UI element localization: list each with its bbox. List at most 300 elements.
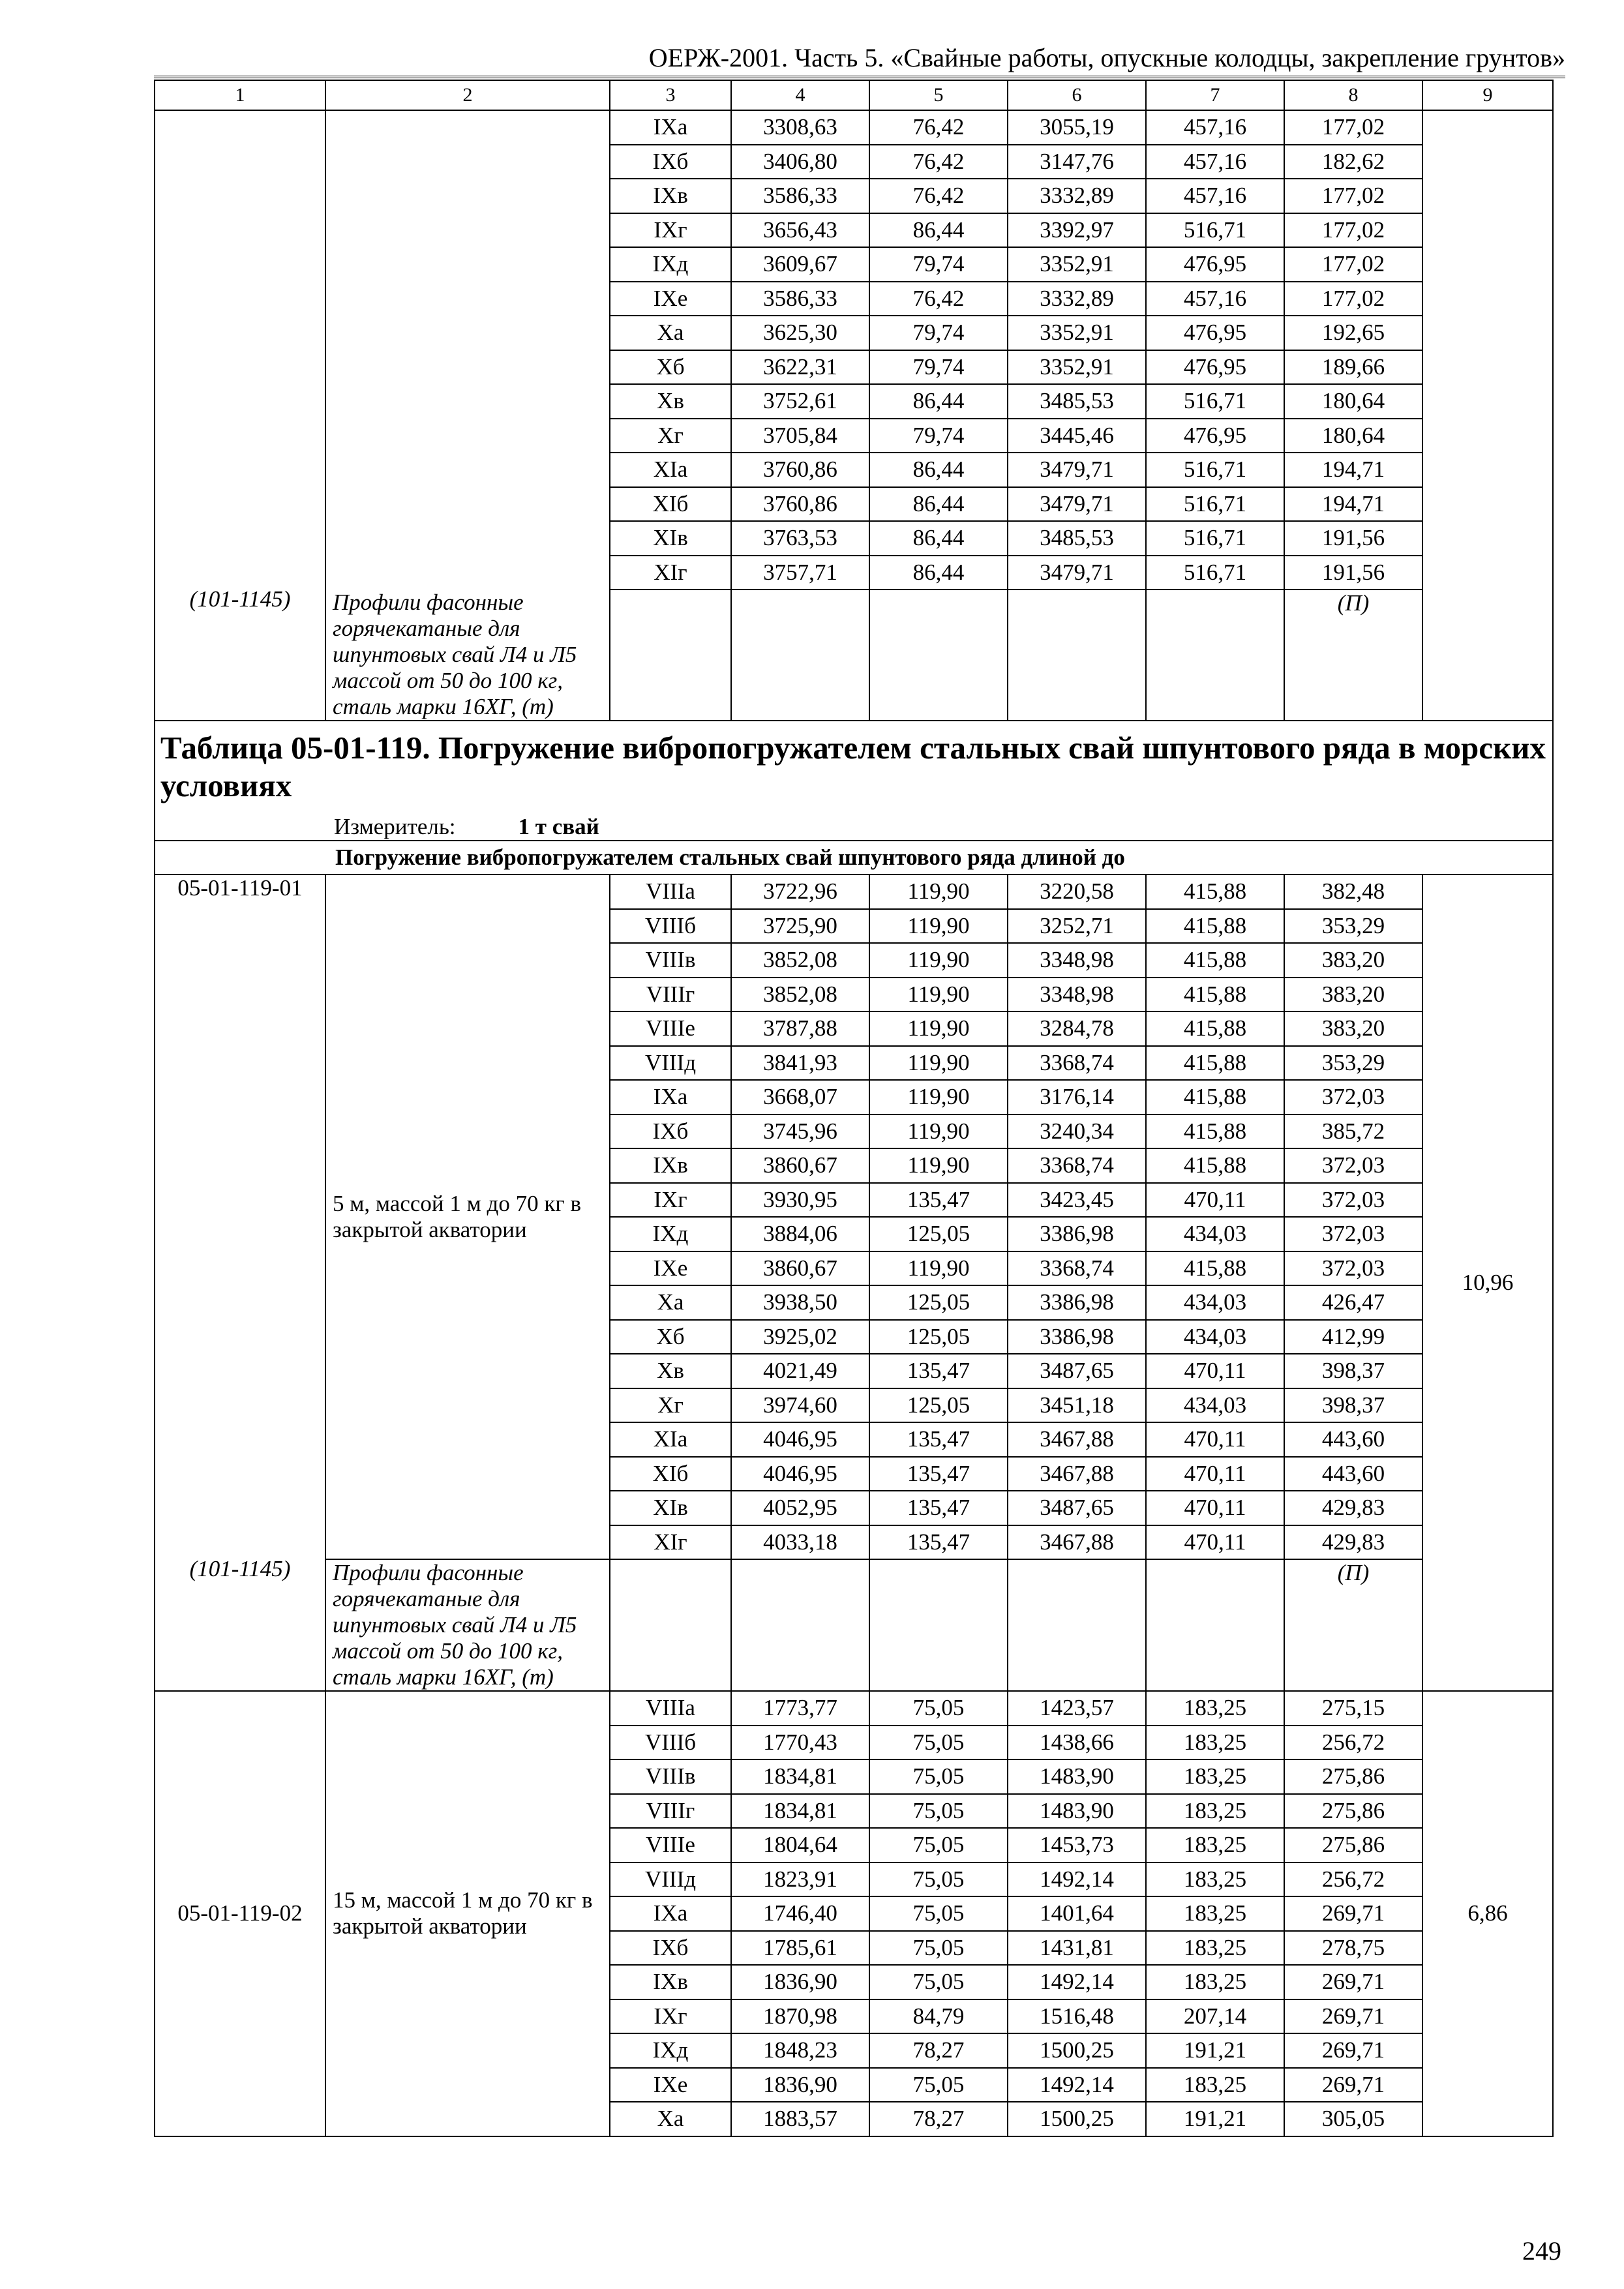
value-cell: 415,88 (1146, 1080, 1284, 1115)
value-cell: 3925,02 (731, 1320, 869, 1354)
value-cell: 3055,19 (1008, 110, 1146, 145)
value-cell: 372,03 (1284, 1080, 1422, 1115)
value-cell: 119,90 (869, 1080, 1008, 1115)
value-cell: 516,71 (1146, 384, 1284, 419)
empty-cell (1008, 1559, 1146, 1691)
resource-group-cell: IXд (610, 247, 731, 282)
empty-cell (1146, 590, 1284, 721)
resource-group-cell: XIа (610, 453, 731, 487)
value-cell: 135,47 (869, 1422, 1008, 1457)
value-cell: 1492,14 (1008, 2068, 1146, 2102)
value-cell: 3445,46 (1008, 419, 1146, 453)
resource-group-cell: IXг (610, 213, 731, 248)
value-cell: 269,71 (1284, 2068, 1422, 2102)
value-cell: 353,29 (1284, 909, 1422, 944)
value-cell: 75,05 (869, 1896, 1008, 1931)
resource-group-cell: VIIIб (610, 909, 731, 944)
value-cell: 269,71 (1284, 1896, 1422, 1931)
value-cell: 1453,73 (1008, 1828, 1146, 1863)
value-cell: 3332,89 (1008, 282, 1146, 316)
column-header: 4 (731, 80, 869, 110)
value-cell: 3368,74 (1008, 1046, 1146, 1081)
empty-cell (731, 1559, 869, 1691)
value-cell: 256,72 (1284, 1863, 1422, 1897)
resource-group-cell: VIIIг (610, 978, 731, 1012)
value-cell: 415,88 (1146, 1148, 1284, 1183)
column-header: 3 (610, 80, 731, 110)
note-text: Профили фасонные горячекатаные для шпунтовых свай Л4 и Л5 массой от 50 до 100 кг, сталь марки 16ХГ, (т) (325, 1559, 610, 1691)
note-row (155, 1559, 1553, 1691)
value-cell: 382,48 (1284, 875, 1422, 909)
value-cell: 79,74 (869, 419, 1008, 453)
resource-group-cell: VIIIа (610, 1691, 731, 1726)
value-cell: 1836,90 (731, 1965, 869, 1999)
value-cell: 3974,60 (731, 1388, 869, 1423)
value-cell: 516,71 (1146, 453, 1284, 487)
value-cell: 4052,95 (731, 1491, 869, 1525)
note-text: Профили фасонные горячекатаные для шпунтовых свай Л4 и Л5 массой от 50 до 100 кг, сталь марки 16ХГ, (т) (325, 590, 610, 721)
value-cell: 4033,18 (731, 1525, 869, 1560)
value-cell: 3656,43 (731, 213, 869, 248)
value-cell: 119,90 (869, 1148, 1008, 1183)
value-cell: 180,64 (1284, 419, 1422, 453)
value-cell: 3176,14 (1008, 1080, 1146, 1115)
value-cell: 3485,53 (1008, 521, 1146, 556)
value-cell: 76,42 (869, 179, 1008, 213)
value-cell: 443,60 (1284, 1457, 1422, 1491)
row-code: 05-01-119-02 (155, 1691, 325, 2136)
value-cell: 1785,61 (731, 1931, 869, 1966)
value-cell: 177,02 (1284, 213, 1422, 248)
value-cell: 457,16 (1146, 179, 1284, 213)
value-cell: 78,27 (869, 2033, 1008, 2068)
value-cell: 275,86 (1284, 1759, 1422, 1794)
column-header: 2 (325, 80, 610, 110)
row-code: 05-01-119-01 (177, 875, 303, 901)
section-title: Погружение вибропогружателем стальных свай шпунтового ряда длиной до (155, 841, 1553, 875)
value-cell: 476,95 (1146, 419, 1284, 453)
value-cell: 177,02 (1284, 282, 1422, 316)
value-cell: 1492,14 (1008, 1965, 1146, 1999)
value-cell: 426,47 (1284, 1285, 1422, 1320)
resource-group-cell: Xв (610, 1354, 731, 1388)
value-cell: 119,90 (869, 875, 1008, 909)
value-cell: 415,88 (1146, 875, 1284, 909)
value-cell: 135,47 (869, 1491, 1008, 1525)
value-cell: 3884,06 (731, 1217, 869, 1251)
value-cell: 1500,25 (1008, 2033, 1146, 2068)
resource-group-cell: VIIIд (610, 1046, 731, 1081)
value-cell: 3406,80 (731, 145, 869, 179)
col9-value: 10,96 (1422, 875, 1553, 1691)
value-cell: 1834,81 (731, 1794, 869, 1829)
value-cell: 516,71 (1146, 487, 1284, 522)
value-cell: 415,88 (1146, 943, 1284, 978)
value-cell: 3352,91 (1008, 247, 1146, 282)
value-cell: 3860,67 (731, 1148, 869, 1183)
value-cell: 135,47 (869, 1354, 1008, 1388)
value-cell: 177,02 (1284, 179, 1422, 213)
value-cell: 182,62 (1284, 145, 1422, 179)
value-cell: 372,03 (1284, 1251, 1422, 1286)
resource-group-cell: Xа (610, 2102, 731, 2136)
column-header: 8 (1284, 80, 1422, 110)
col9-cell (1422, 110, 1553, 721)
resource-group-cell: IXв (610, 1148, 731, 1183)
page-number: 249 (1522, 2236, 1561, 2266)
value-cell: 78,27 (869, 2102, 1008, 2136)
value-cell: 372,03 (1284, 1217, 1422, 1251)
empty-cell (869, 590, 1008, 721)
value-cell: 76,42 (869, 145, 1008, 179)
value-cell: 191,56 (1284, 556, 1422, 590)
resource-group-cell: Xб (610, 1320, 731, 1354)
value-cell: 3763,53 (731, 521, 869, 556)
value-cell: 429,83 (1284, 1525, 1422, 1560)
resource-group-cell: IXв (610, 1965, 731, 1999)
value-cell: 76,42 (869, 110, 1008, 145)
value-cell: 443,60 (1284, 1422, 1422, 1457)
value-cell: 86,44 (869, 521, 1008, 556)
empty-cell (610, 1559, 731, 1691)
value-cell: 119,90 (869, 1251, 1008, 1286)
value-cell: 3586,33 (731, 282, 869, 316)
note-unit: (П) (1284, 590, 1422, 721)
value-cell: 3352,91 (1008, 316, 1146, 350)
value-cell: 516,71 (1146, 556, 1284, 590)
value-cell: 1483,90 (1008, 1759, 1146, 1794)
value-cell: 75,05 (869, 1691, 1008, 1726)
empty-cell (1146, 1559, 1284, 1691)
note-code: (101-1145) (189, 1556, 291, 1581)
value-cell: 3352,91 (1008, 350, 1146, 385)
table-row (155, 110, 1553, 145)
empty-cell (731, 590, 869, 721)
value-cell: 3609,67 (731, 247, 869, 282)
value-cell: 86,44 (869, 556, 1008, 590)
value-cell: 353,29 (1284, 1046, 1422, 1081)
measure-line (160, 814, 1546, 840)
value-cell: 1804,64 (731, 1828, 869, 1863)
resource-group-cell: IXа (610, 1896, 731, 1931)
col9-value: 6,86 (1422, 1691, 1553, 2136)
value-cell: 135,47 (869, 1525, 1008, 1560)
value-cell: 183,25 (1146, 1691, 1284, 1726)
value-cell: 457,16 (1146, 145, 1284, 179)
value-cell: 75,05 (869, 1863, 1008, 1897)
value-cell: 275,86 (1284, 1828, 1422, 1863)
name-cell (325, 110, 610, 590)
value-cell: 3625,30 (731, 316, 869, 350)
value-cell: 434,03 (1146, 1217, 1284, 1251)
value-cell: 183,25 (1146, 1794, 1284, 1829)
value-cell: 183,25 (1146, 1726, 1284, 1760)
table-body (155, 80, 1553, 2136)
resource-group-cell: Xг (610, 1388, 731, 1423)
measure-value: 1 т свай (518, 814, 599, 839)
resource-group-cell: IXд (610, 2033, 731, 2068)
value-cell: 3757,71 (731, 556, 869, 590)
value-cell: 119,90 (869, 1046, 1008, 1081)
value-cell: 3368,74 (1008, 1148, 1146, 1183)
value-cell: 3386,98 (1008, 1320, 1146, 1354)
value-cell: 269,71 (1284, 2033, 1422, 2068)
value-cell: 3386,98 (1008, 1217, 1146, 1251)
measure-label: Измеритель: (334, 814, 456, 839)
value-cell: 1870,98 (731, 1999, 869, 2034)
value-cell: 191,56 (1284, 521, 1422, 556)
value-cell: 1834,81 (731, 1759, 869, 1794)
value-cell: 183,25 (1146, 1759, 1284, 1794)
value-cell: 415,88 (1146, 909, 1284, 944)
value-cell: 4046,95 (731, 1422, 869, 1457)
value-cell: 183,25 (1146, 2068, 1284, 2102)
value-cell: 434,03 (1146, 1388, 1284, 1423)
value-cell: 1401,64 (1008, 1896, 1146, 1931)
note-row (155, 590, 1553, 721)
column-header: 1 (155, 80, 325, 110)
value-cell: 79,74 (869, 316, 1008, 350)
value-cell: 1883,57 (731, 2102, 869, 2136)
work-name: 15 м, массой 1 м до 70 кг в закрытой акватории (325, 1691, 610, 2136)
resource-group-cell: XIв (610, 1491, 731, 1525)
resource-group-cell: IXа (610, 1080, 731, 1115)
value-cell: 1773,77 (731, 1691, 869, 1726)
value-cell: 434,03 (1146, 1285, 1284, 1320)
value-cell: 86,44 (869, 213, 1008, 248)
resource-group-cell: XIв (610, 521, 731, 556)
value-cell: 415,88 (1146, 1046, 1284, 1081)
value-cell: 125,05 (869, 1388, 1008, 1423)
value-cell: 3308,63 (731, 110, 869, 145)
value-cell: 3147,76 (1008, 145, 1146, 179)
value-cell: 3348,98 (1008, 943, 1146, 978)
value-cell: 1492,14 (1008, 1863, 1146, 1897)
value-cell: 516,71 (1146, 213, 1284, 248)
page-header: ОЕРЖ-2001. Часть 5. «Свайные работы, опускные колодцы, закрепление грунтов» (154, 40, 1565, 78)
value-cell: 75,05 (869, 1726, 1008, 1760)
resource-group-cell: Xа (610, 316, 731, 350)
rates-table (154, 80, 1554, 2137)
resource-group-cell: IXв (610, 179, 731, 213)
resource-group-cell: Xа (610, 1285, 731, 1320)
value-cell: 470,11 (1146, 1354, 1284, 1388)
value-cell: 3787,88 (731, 1011, 869, 1046)
value-cell: 1423,57 (1008, 1691, 1146, 1726)
value-cell: 3240,34 (1008, 1115, 1146, 1149)
resource-group-cell: VIIIг (610, 1794, 731, 1829)
value-cell: 412,99 (1284, 1320, 1422, 1354)
value-cell: 372,03 (1284, 1148, 1422, 1183)
value-cell: 75,05 (869, 1965, 1008, 1999)
value-cell: 86,44 (869, 453, 1008, 487)
value-cell: 4021,49 (731, 1354, 869, 1388)
value-cell: 1836,90 (731, 2068, 869, 2102)
value-cell: 457,16 (1146, 110, 1284, 145)
value-cell: 75,05 (869, 1931, 1008, 1966)
column-header: 6 (1008, 80, 1146, 110)
value-cell: 1848,23 (731, 2033, 869, 2068)
value-cell: 383,20 (1284, 1011, 1422, 1046)
value-cell: 75,05 (869, 1828, 1008, 1863)
value-cell: 3332,89 (1008, 179, 1146, 213)
note-unit: (П) (1284, 1559, 1422, 1691)
value-cell: 183,25 (1146, 1965, 1284, 1999)
title-row (155, 721, 1553, 841)
resource-group-cell: VIIIв (610, 1759, 731, 1794)
resource-group-cell: Xв (610, 384, 731, 419)
value-cell: 183,25 (1146, 1931, 1284, 1966)
section-row (155, 841, 1553, 875)
value-cell: 415,88 (1146, 1011, 1284, 1046)
value-cell: 3467,88 (1008, 1525, 1146, 1560)
value-cell: 269,71 (1284, 1965, 1422, 1999)
value-cell: 470,11 (1146, 1457, 1284, 1491)
note-code: (101-1145) (189, 586, 291, 612)
value-cell: 1746,40 (731, 1896, 869, 1931)
value-cell: 192,65 (1284, 316, 1422, 350)
value-cell: 269,71 (1284, 1999, 1422, 2034)
value-cell: 398,37 (1284, 1354, 1422, 1388)
value-cell: 79,74 (869, 247, 1008, 282)
value-cell: 3705,84 (731, 419, 869, 453)
resource-group-cell: IXе (610, 2068, 731, 2102)
value-cell: 3423,45 (1008, 1183, 1146, 1218)
resource-group-cell: IXд (610, 1217, 731, 1251)
code-cell (155, 875, 325, 1691)
value-cell: 125,05 (869, 1285, 1008, 1320)
value-cell: 1823,91 (731, 1863, 869, 1897)
column-header: 7 (1146, 80, 1284, 110)
value-cell: 470,11 (1146, 1491, 1284, 1525)
resource-group-cell: XIб (610, 1457, 731, 1491)
value-cell: 3860,67 (731, 1251, 869, 1286)
value-cell: 84,79 (869, 1999, 1008, 2034)
resource-group-cell: VIIIв (610, 943, 731, 978)
resource-group-cell: XIб (610, 487, 731, 522)
value-cell: 3368,74 (1008, 1251, 1146, 1286)
value-cell: 177,02 (1284, 110, 1422, 145)
value-cell: 3487,65 (1008, 1354, 1146, 1388)
value-cell: 86,44 (869, 487, 1008, 522)
value-cell: 398,37 (1284, 1388, 1422, 1423)
value-cell: 434,03 (1146, 1320, 1284, 1354)
empty-cell (610, 590, 731, 721)
value-cell: 457,16 (1146, 282, 1284, 316)
table-title-cell (155, 721, 1553, 841)
value-cell: 183,25 (1146, 1896, 1284, 1931)
value-cell: 3451,18 (1008, 1388, 1146, 1423)
resource-group-cell: VIIIа (610, 875, 731, 909)
value-cell: 191,21 (1146, 2033, 1284, 2068)
value-cell: 76,42 (869, 282, 1008, 316)
value-cell: 1438,66 (1008, 1726, 1146, 1760)
value-cell: 3252,71 (1008, 909, 1146, 944)
value-cell: 3392,97 (1008, 213, 1146, 248)
value-cell: 1516,48 (1008, 1999, 1146, 2034)
resource-group-cell: VIIIд (610, 1863, 731, 1897)
table-row (155, 1691, 1553, 1726)
value-cell: 1431,81 (1008, 1931, 1146, 1966)
value-cell: 183,25 (1146, 1828, 1284, 1863)
value-cell: 3479,71 (1008, 487, 1146, 522)
value-cell: 3479,71 (1008, 453, 1146, 487)
value-cell: 119,90 (869, 909, 1008, 944)
value-cell: 86,44 (869, 384, 1008, 419)
value-cell: 476,95 (1146, 316, 1284, 350)
value-cell: 3467,88 (1008, 1422, 1146, 1457)
resource-group-cell: XIг (610, 1525, 731, 1560)
value-cell: 415,88 (1146, 978, 1284, 1012)
value-cell: 1500,25 (1008, 2102, 1146, 2136)
value-cell: 3725,90 (731, 909, 869, 944)
resource-group-cell: XIа (610, 1422, 731, 1457)
value-cell: 135,47 (869, 1457, 1008, 1491)
value-cell: 183,25 (1146, 1863, 1284, 1897)
value-cell: 476,95 (1146, 350, 1284, 385)
value-cell: 3284,78 (1008, 1011, 1146, 1046)
value-cell: 189,66 (1284, 350, 1422, 385)
value-cell: 278,75 (1284, 1931, 1422, 1966)
value-cell: 119,90 (869, 1011, 1008, 1046)
value-cell: 119,90 (869, 978, 1008, 1012)
value-cell: 3745,96 (731, 1115, 869, 1149)
resource-group-cell: VIIIб (610, 1726, 731, 1760)
table-title: Таблица 05-01-119. Погружение вибропогружателем стальных свай шпунтового ряда в морских условиях (160, 730, 1546, 803)
value-cell: 3386,98 (1008, 1285, 1146, 1320)
value-cell: 191,21 (1146, 2102, 1284, 2136)
value-cell: 4046,95 (731, 1457, 869, 1491)
value-cell: 3938,50 (731, 1285, 869, 1320)
value-cell: 3485,53 (1008, 384, 1146, 419)
work-name: 5 м, массой 1 м до 70 кг в закрытой акватории (325, 875, 610, 1559)
column-header: 9 (1422, 80, 1553, 110)
resource-group-cell: VIIIе (610, 1828, 731, 1863)
resource-group-cell: VIIIе (610, 1011, 731, 1046)
value-cell: 75,05 (869, 1794, 1008, 1829)
value-cell: 119,90 (869, 1115, 1008, 1149)
value-cell: 125,05 (869, 1320, 1008, 1354)
resource-group-cell: IXе (610, 1251, 731, 1286)
resource-group-cell: IXг (610, 1999, 731, 2034)
value-cell: 415,88 (1146, 1115, 1284, 1149)
value-cell: 415,88 (1146, 1251, 1284, 1286)
value-cell: 305,05 (1284, 2102, 1422, 2136)
table-row (155, 875, 1553, 909)
value-cell: 3479,71 (1008, 556, 1146, 590)
value-cell: 3852,08 (731, 978, 869, 1012)
value-cell: 383,20 (1284, 943, 1422, 978)
value-cell: 207,14 (1146, 1999, 1284, 2034)
value-cell: 3852,08 (731, 943, 869, 978)
value-cell: 194,71 (1284, 453, 1422, 487)
value-cell: 75,05 (869, 2068, 1008, 2102)
value-cell: 256,72 (1284, 1726, 1422, 1760)
resource-group-cell: IXг (610, 1183, 731, 1218)
resource-group-cell: IXб (610, 1931, 731, 1966)
value-cell: 3760,86 (731, 487, 869, 522)
value-cell: 3586,33 (731, 179, 869, 213)
column-header-row (155, 80, 1553, 110)
value-cell: 3930,95 (731, 1183, 869, 1218)
value-cell: 3348,98 (1008, 978, 1146, 1012)
resource-group-cell: IXб (610, 1115, 731, 1149)
value-cell: 3467,88 (1008, 1457, 1146, 1491)
value-cell: 516,71 (1146, 521, 1284, 556)
value-cell: 275,86 (1284, 1794, 1422, 1829)
resource-group-cell: IXа (610, 110, 731, 145)
value-cell: 79,74 (869, 350, 1008, 385)
